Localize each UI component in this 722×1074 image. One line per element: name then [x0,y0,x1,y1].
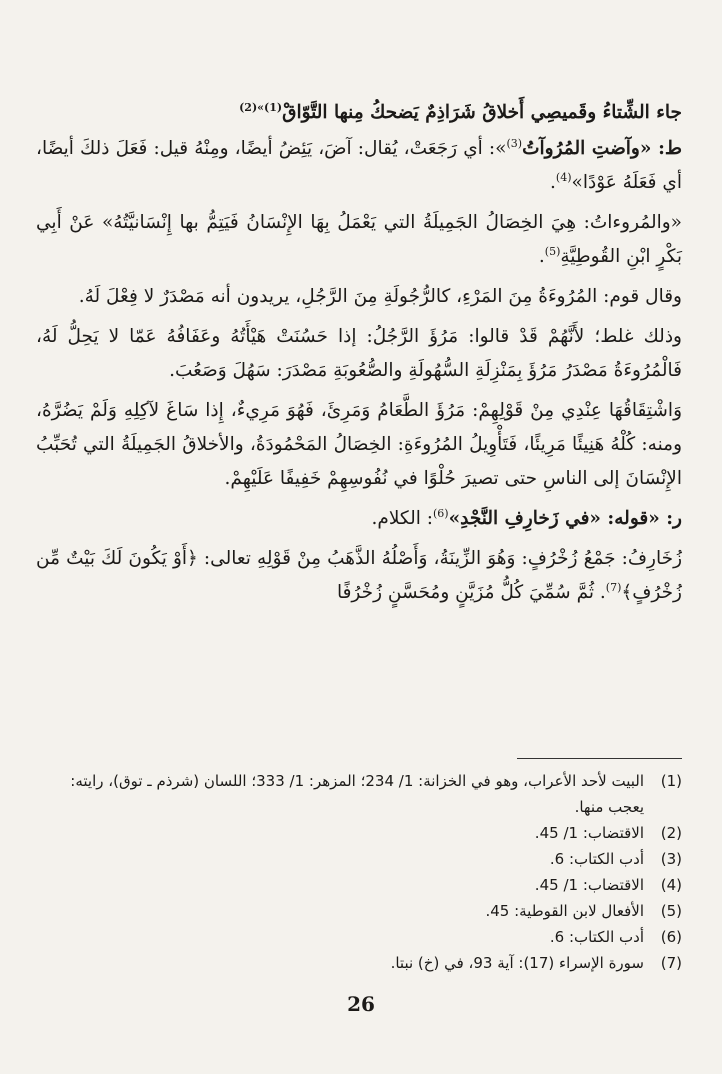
main-text [36,96,682,616]
footnote-item: (6) أدب الكتاب: 6. [549,928,682,946]
paragraph-5: وَاشْتِقَاقُهَا عِنْدِي مِنْ قَوْلِهِمْ: مَرُؤَ الطَّعَامُ وَمَرِئَ، فَهُوَ مَرِيءٌ، إِذا سَاغَ لآكِلِهِ وَلَمْ يَضُرَّهُ، ومنه: كُلْهُ هَنِيئًا مَرِيئًا، فَتَأْوِيلُ المُرُوءَةِ: الخِصَالُ المَحْمُودَةُ، والأخلاقُ الجَمِيلَةُ التي تُحَبِّبُ الإِنْسَانَ إلى الناسِ حتى تصيرَ حُلْوًا في نُفُوسِهِمْ خَفِيفًا عَلَيْهِمْ. [36,400,682,489]
paragraph-1: ط: «وآضتِ المُرُوآتُ$^{(3)}$»: أي رَجَعَتْ، يُقال: آضَ، يَئِضُ أيضًا، ومِنْهُ قيل: فَعَلَ ذلكَ أيضًا، أي فَعَلَهُ عَوْدًا»$^{(4)}$. [36,136,683,193]
footnote-item: (3) أدب الكتاب: 6. [549,850,682,868]
footnote-item: (5) الأفعال لابن القوطية: 45. [485,902,682,920]
paragraph-3: وقال قوم: المُرُوءَةُ مِنَ المَرْءِ، كالرُّجُولَةِ مِنَ الرَّجُلِ، يريدون أنه مَصْدَرٌ لا فِعْلَ لَهُ. [78,286,682,307]
paragraph-7: زُخَارِفُ: جَمْعُ زُخْرُفٍ: وَهُوَ الزِّينَةُ، وَأَصْلُهُ الذَّهَبُ مِنْ قَوْلِهِ تعالى: ﴿أَوْ يَكُونَ لَكَ بَيْتٌ مِّن زُخْرُفٍ﴾$^{(7)}$. ثُمَّ سُمِّيَ كُلُّ مُزَيَّنٍ ومُحَسَّنٍ زُخْرُفًا [36,548,682,603]
paragraph-4: وذلك غلط؛ لأَنَّهُمْ قَدْ قالوا: مَرُؤَ الرَّجُلُ: إذا حَسُنَتْ هَيْأَتُهُ وعَفَافُهُ عَمّا لا يَحِلُّ لَهُ، فَالْمُرُوءَةُ مَصْدَرُ مَرُؤَ بِمَنْزِلَةِ السُّهُولَةِ والصُّعُوبَةِ مَصْدَرَ: سَهُلَ وَصَعُبَ. [36,326,682,381]
footnote-separator [517,758,682,759]
paragraph-6: ر: «قوله: «في زَخارِفِ النَّجْدِ»$^{(6)}$: الكلام. [371,506,682,529]
footnote-item: (2) الاقتضاب: 1/ 45. [534,824,682,842]
footnote-item: (1) البيت لأحد الأعراب، وهو في الخزانة: 1/ 234؛ المزهر: 1/ 333؛ اللسان (شرذم ـ توق)، رايته: يعجب منها. [70,772,682,816]
footnote-item: (7) سورة الإسراء (17): آية 93، في (خ) نبتا. [390,954,682,972]
verse-line: جاء الشِّتاءُ وقَميصِي أَخلاقُ شَرَاذِمٌ يَضحكُ مِنها التَّوّاقْ$^{(1)»(2)}$ [239,100,682,123]
footnote-item: (4) الاقتضاب: 1/ 45. [534,876,682,894]
page-number: 26 [347,992,375,1016]
paragraph-2: «والمُروءاتُ: هِيَ الخِصَالُ الجَمِيلَةُ التي يَعْمَلُ بِهَا الإِنْسَانُ فَيَتِمُّ بها إِنْسَانيَّتُهُ» عَنْ أَبِي بَكْرٍ ابْنِ القُوطِيَّةِ$^{(5)}$. [36,212,682,267]
footnotes [36,768,682,976]
